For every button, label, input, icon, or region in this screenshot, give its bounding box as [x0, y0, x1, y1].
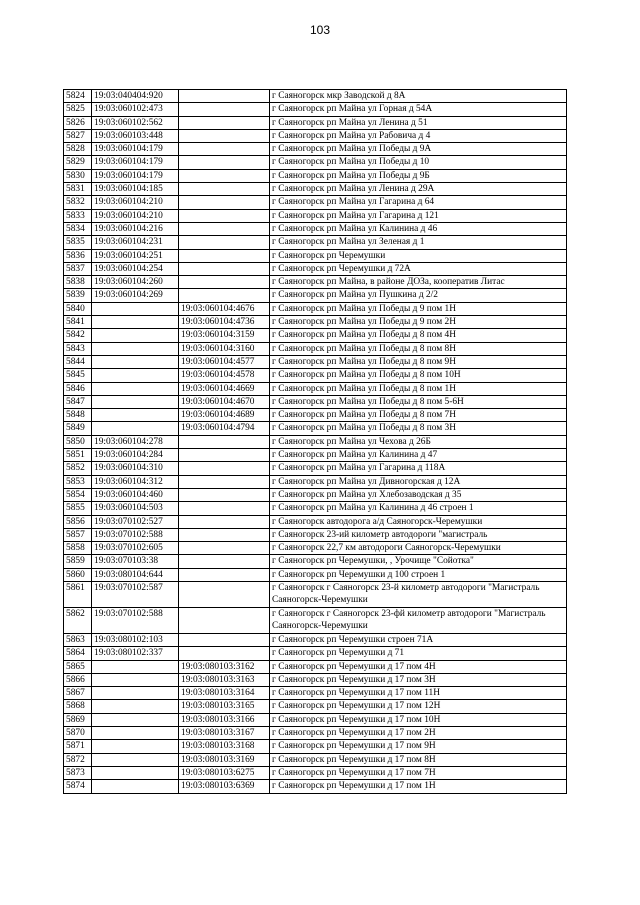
room-cadastral-number-cell [179, 502, 270, 515]
cadastral-number-cell: 19:03:060104:216 [92, 222, 179, 235]
row-number-cell: 5861 [64, 581, 92, 607]
row-number-cell: 5859 [64, 555, 92, 568]
cadastral-number-cell: 19:03:070102:588 [92, 528, 179, 541]
row-number-cell: 5869 [64, 713, 92, 726]
room-cadastral-number-cell [179, 183, 270, 196]
address-cell: г Саяногорск рп Черемушки, , Урочище "Сойотка" [270, 555, 567, 568]
table-row [64, 607, 567, 633]
table-row [64, 395, 567, 408]
cadastral-number-cell [92, 753, 179, 766]
row-number-cell: 5825 [64, 103, 92, 116]
address-cell: г Саяногорск мкр Заводской д 8А [270, 90, 567, 103]
row-number-cell: 5849 [64, 422, 92, 435]
room-cadastral-number-cell: 19:03:060104:4577 [179, 355, 270, 368]
cadastral-number-cell [92, 342, 179, 355]
table-row [64, 276, 567, 289]
address-cell: г Саяногорск рп Майна ул Дивногорская д 12А [270, 475, 567, 488]
registry-table-body [64, 90, 567, 794]
table-row [64, 687, 567, 700]
table-row [64, 647, 567, 660]
address-cell: г Саяногорск рп Черемушки д 72А [270, 262, 567, 275]
address-cell: г Саяногорск рп Майна ул Ленина д 51 [270, 116, 567, 129]
table-row [64, 740, 567, 753]
table-row [64, 449, 567, 462]
address-cell: г Саяногорск г Саяногорск 23-й километр автодороги "Магистраль Саяногорск-Черемушки [270, 581, 567, 607]
room-cadastral-number-cell: 19:03:060104:4736 [179, 316, 270, 329]
table-row [64, 727, 567, 740]
room-cadastral-number-cell [179, 116, 270, 129]
table-row [64, 236, 567, 249]
address-cell: г Саяногорск рп Майна ул Победы д 8 пом 7Н [270, 409, 567, 422]
cadastral-number-cell [92, 316, 179, 329]
address-cell: г Саяногорск рп Майна ул Чехова д 26Б [270, 435, 567, 448]
room-cadastral-number-cell [179, 156, 270, 169]
row-number-cell: 5845 [64, 369, 92, 382]
cadastral-number-cell [92, 673, 179, 686]
room-cadastral-number-cell [179, 90, 270, 103]
table-row [64, 700, 567, 713]
cadastral-number-cell: 19:03:060104:460 [92, 488, 179, 501]
room-cadastral-number-cell: 19:03:080103:3169 [179, 753, 270, 766]
cadastral-number-cell: 19:03:060104:231 [92, 236, 179, 249]
room-cadastral-number-cell: 19:03:060104:4689 [179, 409, 270, 422]
room-cadastral-number-cell: 19:03:080103:6369 [179, 780, 270, 793]
row-number-cell: 5826 [64, 116, 92, 129]
row-number-cell: 5870 [64, 727, 92, 740]
cadastral-number-cell: 19:03:060104:210 [92, 196, 179, 209]
cadastral-number-cell: 19:03:070102:587 [92, 581, 179, 607]
address-cell: г Саяногорск рп Майна ул Рабовича д 4 [270, 129, 567, 142]
address-cell: г Саяногорск рп Майна, в районе ДОЗа, кооператив Литас [270, 276, 567, 289]
table-row [64, 289, 567, 302]
room-cadastral-number-cell [179, 103, 270, 116]
room-cadastral-number-cell [179, 129, 270, 142]
cadastral-number-cell [92, 422, 179, 435]
address-cell: г Саяногорск рп Черемушки д 17 пом 1Н [270, 780, 567, 793]
cadastral-number-cell: 19:03:060104:503 [92, 502, 179, 515]
cadastral-number-cell: 19:03:060104:312 [92, 475, 179, 488]
cadastral-number-cell: 19:03:060104:260 [92, 276, 179, 289]
room-cadastral-number-cell [179, 196, 270, 209]
room-cadastral-number-cell [179, 647, 270, 660]
cadastral-number-cell [92, 727, 179, 740]
cadastral-number-cell [92, 766, 179, 779]
room-cadastral-number-cell: 19:03:080103:3165 [179, 700, 270, 713]
address-cell: г Саяногорск рп Майна ул Калинина д 46 строен 1 [270, 502, 567, 515]
table-row [64, 342, 567, 355]
row-number-cell: 5872 [64, 753, 92, 766]
address-cell: г Саяногорск рп Майна ул Гагарина д 118А [270, 462, 567, 475]
table-row [64, 766, 567, 779]
cadastral-number-cell [92, 660, 179, 673]
row-number-cell: 5832 [64, 196, 92, 209]
table-row [64, 355, 567, 368]
address-cell: г Саяногорск рп Черемушки д 17 пом 11Н [270, 687, 567, 700]
cadastral-number-cell: 19:03:060104:251 [92, 249, 179, 262]
row-number-cell: 5827 [64, 129, 92, 142]
room-cadastral-number-cell: 19:03:080103:3166 [179, 713, 270, 726]
cadastral-number-cell: 19:03:060104:269 [92, 289, 179, 302]
room-cadastral-number-cell: 19:03:060104:4794 [179, 422, 270, 435]
table-row [64, 422, 567, 435]
cadastral-number-cell: 19:03:080102:103 [92, 633, 179, 646]
address-cell: г Саяногорск г Саяногорск 23-фй километр автодороги "Магистраль Саяногорск-Черемушки [270, 607, 567, 633]
row-number-cell: 5834 [64, 222, 92, 235]
cadastral-number-cell [92, 713, 179, 726]
table-row [64, 169, 567, 182]
row-number-cell: 5830 [64, 169, 92, 182]
cadastral-number-cell [92, 409, 179, 422]
table-row [64, 90, 567, 103]
room-cadastral-number-cell [179, 633, 270, 646]
room-cadastral-number-cell: 19:03:080103:3163 [179, 673, 270, 686]
table-row [64, 660, 567, 673]
row-number-cell: 5824 [64, 90, 92, 103]
row-number-cell: 5866 [64, 673, 92, 686]
row-number-cell: 5841 [64, 316, 92, 329]
table-row [64, 369, 567, 382]
room-cadastral-number-cell [179, 276, 270, 289]
row-number-cell: 5871 [64, 740, 92, 753]
table-row [64, 329, 567, 342]
address-cell: г Саяногорск рп Черемушки д 100 строен 1 [270, 568, 567, 581]
address-cell: г Саяногорск рп Черемушки д 17 пом 2Н [270, 727, 567, 740]
room-cadastral-number-cell: 19:03:060104:4578 [179, 369, 270, 382]
cadastral-number-cell: 19:03:070102:588 [92, 607, 179, 633]
cadastral-number-cell [92, 740, 179, 753]
cadastral-number-cell: 19:03:060104:179 [92, 143, 179, 156]
row-number-cell: 5852 [64, 462, 92, 475]
table-row [64, 435, 567, 448]
address-cell: г Саяногорск рп Майна ул Зеленая д 1 [270, 236, 567, 249]
address-cell: г Саяногорск рп Черемушки [270, 249, 567, 262]
cadastral-number-cell [92, 687, 179, 700]
table-row [64, 462, 567, 475]
table-row [64, 515, 567, 528]
room-cadastral-number-cell [179, 515, 270, 528]
row-number-cell: 5831 [64, 183, 92, 196]
row-number-cell: 5860 [64, 568, 92, 581]
cadastral-number-cell: 19:03:080102:337 [92, 647, 179, 660]
room-cadastral-number-cell: 19:03:060104:3160 [179, 342, 270, 355]
room-cadastral-number-cell [179, 222, 270, 235]
row-number-cell: 5855 [64, 502, 92, 515]
cadastral-number-cell: 19:03:060104:179 [92, 169, 179, 182]
address-cell: г Саяногорск рп Майна ул Победы д 9 пом 2Н [270, 316, 567, 329]
address-cell: г Саяногорск рп Черемушки д 17 пом 4Н [270, 660, 567, 673]
cadastral-number-cell: 19:03:070102:527 [92, 515, 179, 528]
address-cell: г Саяногорск рп Черемушки д 17 пом 10Н [270, 713, 567, 726]
address-cell: г Саяногорск рп Майна ул Победы д 8 пом 10Н [270, 369, 567, 382]
room-cadastral-number-cell [179, 289, 270, 302]
row-number-cell: 5842 [64, 329, 92, 342]
address-cell: г Саяногорск рп Черемушки д 17 пом 8Н [270, 753, 567, 766]
room-cadastral-number-cell [179, 568, 270, 581]
row-number-cell: 5833 [64, 209, 92, 222]
table-row [64, 568, 567, 581]
row-number-cell: 5868 [64, 700, 92, 713]
table-row [64, 475, 567, 488]
room-cadastral-number-cell [179, 169, 270, 182]
address-cell: г Саяногорск рп Майна ул Калинина д 47 [270, 449, 567, 462]
row-number-cell: 5840 [64, 302, 92, 315]
cadastral-number-cell: 19:03:040404:920 [92, 90, 179, 103]
room-cadastral-number-cell [179, 555, 270, 568]
room-cadastral-number-cell: 19:03:080103:3164 [179, 687, 270, 700]
row-number-cell: 5853 [64, 475, 92, 488]
address-cell: г Саяногорск рп Майна ул Победы д 8 пом 3Н [270, 422, 567, 435]
table-row [64, 780, 567, 793]
address-cell: г Саяногорск рп Майна ул Победы д 8 пом 5-6Н [270, 395, 567, 408]
cadastral-number-cell: 19:03:060102:562 [92, 116, 179, 129]
address-cell: г Саяногорск 22,7 км автодороги Саяногорск-Черемушки [270, 542, 567, 555]
room-cadastral-number-cell [179, 475, 270, 488]
room-cadastral-number-cell [179, 249, 270, 262]
cadastral-number-cell [92, 355, 179, 368]
room-cadastral-number-cell [179, 262, 270, 275]
address-cell: г Саяногорск рп Майна ул Победы д 9Б [270, 169, 567, 182]
table-row [64, 581, 567, 607]
cadastral-number-cell: 19:03:070103:38 [92, 555, 179, 568]
table-row [64, 129, 567, 142]
table-row [64, 143, 567, 156]
row-number-cell: 5862 [64, 607, 92, 633]
room-cadastral-number-cell [179, 143, 270, 156]
address-cell: г Саяногорск рп Майна ул Победы д 9А [270, 143, 567, 156]
table-row [64, 555, 567, 568]
cadastral-number-cell [92, 369, 179, 382]
row-number-cell: 5847 [64, 395, 92, 408]
table-row [64, 156, 567, 169]
address-cell: г Саяногорск рп Черемушки д 17 пом 12Н [270, 700, 567, 713]
cadastral-number-cell: 19:03:060102:473 [92, 103, 179, 116]
room-cadastral-number-cell [179, 542, 270, 555]
room-cadastral-number-cell: 19:03:080103:3168 [179, 740, 270, 753]
row-number-cell: 5836 [64, 249, 92, 262]
cadastral-number-cell [92, 780, 179, 793]
table-row [64, 196, 567, 209]
row-number-cell: 5835 [64, 236, 92, 249]
address-cell: г Саяногорск рп Майна ул Победы д 10 [270, 156, 567, 169]
table-row [64, 302, 567, 315]
row-number-cell: 5864 [64, 647, 92, 660]
row-number-cell: 5828 [64, 143, 92, 156]
room-cadastral-number-cell [179, 488, 270, 501]
address-cell: г Саяногорск рп Черемушки д 17 пом 7Н [270, 766, 567, 779]
room-cadastral-number-cell [179, 209, 270, 222]
room-cadastral-number-cell: 19:03:080103:3162 [179, 660, 270, 673]
table-row [64, 753, 567, 766]
row-number-cell: 5873 [64, 766, 92, 779]
address-cell: г Саяногорск рп Майна ул Хлебозаводская д 35 [270, 488, 567, 501]
address-cell: г Саяногорск рп Майна ул Пушкина д 2/2 [270, 289, 567, 302]
address-cell: г Саяногорск рп Майна ул Победы д 9 пом 1Н [270, 302, 567, 315]
room-cadastral-number-cell: 19:03:080103:6275 [179, 766, 270, 779]
address-cell: г Саяногорск рп Майна ул Победы д 8 пом 1Н [270, 382, 567, 395]
room-cadastral-number-cell: 19:03:060104:4669 [179, 382, 270, 395]
cadastral-number-cell: 19:03:060104:278 [92, 435, 179, 448]
table-row [64, 542, 567, 555]
room-cadastral-number-cell [179, 462, 270, 475]
row-number-cell: 5844 [64, 355, 92, 368]
row-number-cell: 5865 [64, 660, 92, 673]
table-row [64, 488, 567, 501]
room-cadastral-number-cell [179, 449, 270, 462]
row-number-cell: 5858 [64, 542, 92, 555]
address-cell: г Саяногорск рп Майна ул Гагарина д 121 [270, 209, 567, 222]
room-cadastral-number-cell: 19:03:060104:4676 [179, 302, 270, 315]
room-cadastral-number-cell: 19:03:060104:3159 [179, 329, 270, 342]
row-number-cell: 5846 [64, 382, 92, 395]
row-number-cell: 5857 [64, 528, 92, 541]
cadastral-number-cell [92, 395, 179, 408]
address-cell: г Саяногорск рп Майна ул Гагарина д 64 [270, 196, 567, 209]
table-row [64, 316, 567, 329]
address-cell: г Саяногорск рп Черемушки строен 71А [270, 633, 567, 646]
table-row [64, 502, 567, 515]
address-cell: г Саяногорск рп Майна ул Победы д 8 пом 8Н [270, 342, 567, 355]
row-number-cell: 5863 [64, 633, 92, 646]
table-row [64, 673, 567, 686]
row-number-cell: 5843 [64, 342, 92, 355]
address-cell: г Саяногорск рп Майна ул Победы д 8 пом 4Н [270, 329, 567, 342]
room-cadastral-number-cell [179, 236, 270, 249]
address-cell: г Саяногорск рп Майна ул Калинина д 46 [270, 222, 567, 235]
row-number-cell: 5850 [64, 435, 92, 448]
cadastral-number-cell [92, 329, 179, 342]
address-cell: г Саяногорск рп Черемушки д 17 пом 9Н [270, 740, 567, 753]
row-number-cell: 5851 [64, 449, 92, 462]
cadastral-number-cell [92, 700, 179, 713]
address-cell: г Саяногорск рп Черемушки д 71 [270, 647, 567, 660]
room-cadastral-number-cell [179, 528, 270, 541]
table-row [64, 409, 567, 422]
table-row [64, 103, 567, 116]
room-cadastral-number-cell [179, 581, 270, 607]
table-row [64, 382, 567, 395]
table-row [64, 209, 567, 222]
cadastral-number-cell: 19:03:060104:310 [92, 462, 179, 475]
table-row [64, 633, 567, 646]
room-cadastral-number-cell: 19:03:080103:3167 [179, 727, 270, 740]
table-row [64, 713, 567, 726]
table-row [64, 183, 567, 196]
row-number-cell: 5867 [64, 687, 92, 700]
row-number-cell: 5837 [64, 262, 92, 275]
room-cadastral-number-cell: 19:03:060104:4670 [179, 395, 270, 408]
address-cell: г Саяногорск рп Майна ул Горная д 54А [270, 103, 567, 116]
room-cadastral-number-cell [179, 607, 270, 633]
cadastral-number-cell: 19:03:060104:254 [92, 262, 179, 275]
cadastral-number-cell: 19:03:060104:284 [92, 449, 179, 462]
row-number-cell: 5848 [64, 409, 92, 422]
address-cell: г Саяногорск автодорога а/д Саяногорск-Черемушки [270, 515, 567, 528]
address-cell: г Саяногорск рп Майна ул Ленина д 29А [270, 183, 567, 196]
row-number-cell: 5838 [64, 276, 92, 289]
row-number-cell: 5839 [64, 289, 92, 302]
table-row [64, 116, 567, 129]
table-row [64, 262, 567, 275]
cadastral-number-cell: 19:03:080104:644 [92, 568, 179, 581]
cadastral-number-cell: 19:03:060103:448 [92, 129, 179, 142]
cadastral-number-cell: 19:03:060104:185 [92, 183, 179, 196]
table-row [64, 249, 567, 262]
address-cell: г Саяногорск рп Черемушки д 17 пом 3Н [270, 673, 567, 686]
row-number-cell: 5829 [64, 156, 92, 169]
table-row [64, 222, 567, 235]
cadastral-number-cell: 19:03:070102:605 [92, 542, 179, 555]
cadastral-number-cell [92, 382, 179, 395]
row-number-cell: 5854 [64, 488, 92, 501]
room-cadastral-number-cell [179, 435, 270, 448]
address-cell: г Саяногорск 23-ий километр автодороги "магистраль [270, 528, 567, 541]
cadastral-number-cell [92, 302, 179, 315]
page-number: 103 [309, 23, 331, 37]
row-number-cell: 5874 [64, 780, 92, 793]
registry-table [63, 89, 567, 794]
row-number-cell: 5856 [64, 515, 92, 528]
cadastral-number-cell: 19:03:060104:210 [92, 209, 179, 222]
cadastral-number-cell: 19:03:060104:179 [92, 156, 179, 169]
table-row [64, 528, 567, 541]
address-cell: г Саяногорск рп Майна ул Победы д 8 пом 9Н [270, 355, 567, 368]
